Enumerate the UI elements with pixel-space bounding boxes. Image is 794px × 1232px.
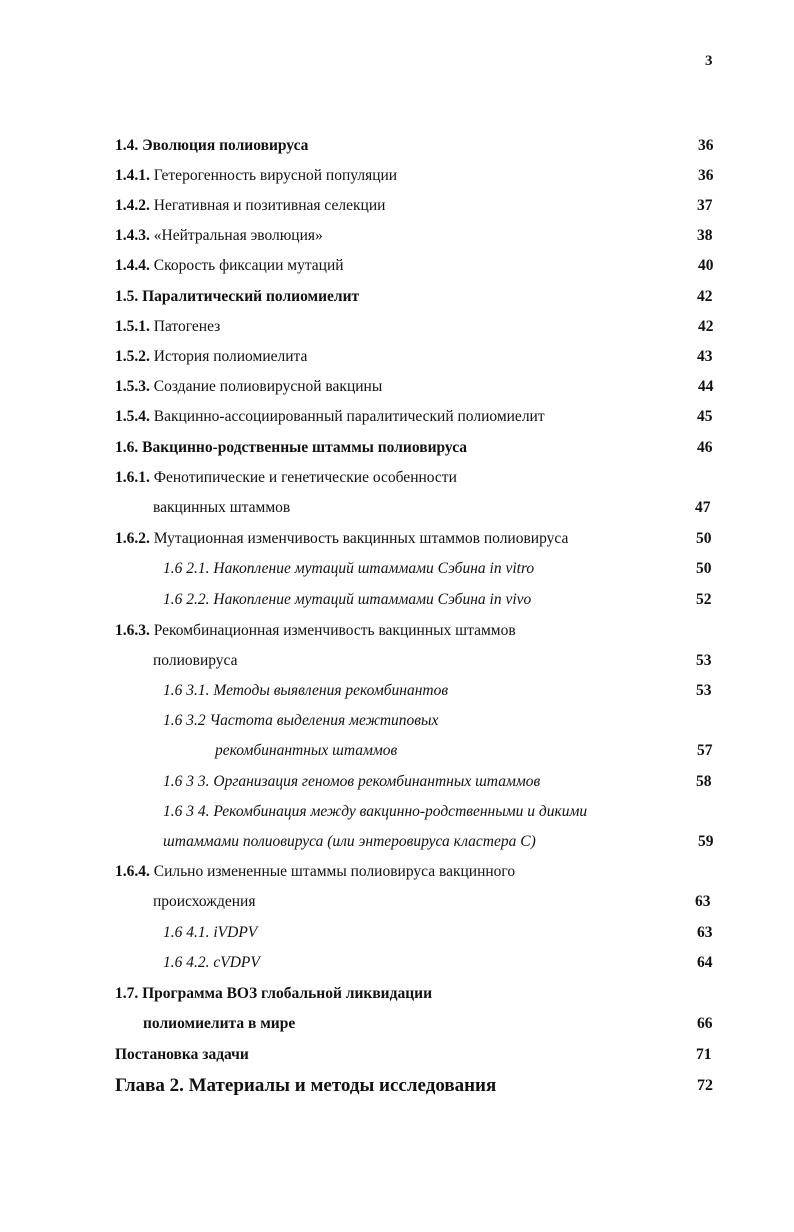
toc-entry-text xyxy=(153,890,255,914)
section-number: 1.5.1. xyxy=(115,318,150,335)
section-title: рекомбинантных штаммов xyxy=(215,742,398,759)
toc-entry xyxy=(0,951,794,975)
toc-entry-text xyxy=(115,315,220,339)
toc-page-number: 38 xyxy=(697,227,713,244)
toc-entry-text xyxy=(115,466,457,490)
toc-entry xyxy=(0,830,794,854)
section-title: Вакцинно-ассоциированный паралитический полиомиелит xyxy=(153,408,545,425)
toc-page-number: 58 xyxy=(696,773,712,790)
section-title: Сильно измененные штаммы полиовируса вакцинного xyxy=(153,863,516,880)
section-title: Глава 2. Материалы и методы исследования xyxy=(115,1075,497,1096)
toc-entry-text xyxy=(115,1074,496,1098)
toc-entry-text xyxy=(115,194,385,218)
toc-entry xyxy=(0,194,794,218)
toc-entry-text xyxy=(115,224,323,248)
toc-entry-text xyxy=(115,375,382,399)
toc-page-number: 42 xyxy=(698,318,714,335)
toc-entry xyxy=(0,527,794,551)
section-number: 1.5.3. xyxy=(115,378,150,395)
section-title: 1.6 3 4. Рекомбинация между вакцинно-родственными и дикими xyxy=(163,803,588,820)
section-title: полиовируса xyxy=(153,652,238,669)
section-title: Эволюция полиовируса xyxy=(142,137,309,154)
toc-entry xyxy=(0,375,794,399)
section-title: 1.6 2.2. Накопление мутаций штаммами Сэбина in vivo xyxy=(163,591,532,608)
section-title: Гетерогенность вирусной популяции xyxy=(153,167,398,184)
section-number: 1.6.1. xyxy=(115,469,150,486)
toc-page-number: 63 xyxy=(697,924,713,941)
section-title: 1.6 4.2. cVDPV xyxy=(163,954,260,971)
toc-page-number: 36 xyxy=(698,167,714,184)
toc-entry-text xyxy=(153,649,237,673)
section-number: 1.5.2. xyxy=(115,348,150,365)
section-title: Рекомбинационная изменчивость вакцинных штаммов xyxy=(153,622,516,639)
section-title: Программа ВОЗ глобальной ликвидации xyxy=(142,985,433,1002)
toc-entry-text xyxy=(163,557,534,581)
section-number: 1.6.3. xyxy=(115,622,150,639)
toc-entry-text xyxy=(115,982,432,1006)
toc-page-number: 46 xyxy=(697,439,713,456)
toc-page-number: 53 xyxy=(696,652,712,669)
toc-page-number: 71 xyxy=(696,1046,712,1063)
toc-entry xyxy=(0,315,794,339)
toc-entry xyxy=(0,557,794,581)
toc-page-number: 44 xyxy=(698,378,714,395)
toc-entry xyxy=(0,285,794,309)
toc-page-number: 57 xyxy=(697,742,713,759)
section-number: 1.6.2. xyxy=(115,530,150,547)
section-number: 1.6. xyxy=(115,439,139,456)
section-number: 1.4. xyxy=(115,137,139,154)
toc-entry-text xyxy=(115,345,307,369)
section-number: 1.7. xyxy=(115,985,139,1002)
section-title: происхождения xyxy=(153,893,256,910)
toc-page-number: 53 xyxy=(696,682,712,699)
toc-entry-text xyxy=(163,770,540,794)
section-title: Патогенез xyxy=(153,318,221,335)
section-title: «Нейтральная эволюция» xyxy=(153,227,323,244)
section-number: 1.4.4. xyxy=(115,257,150,274)
toc-entry-text xyxy=(115,254,344,278)
section-number: 1.5.4. xyxy=(115,408,150,425)
toc-entry-text xyxy=(115,1043,249,1067)
toc-entry xyxy=(0,254,794,278)
toc-entry-text xyxy=(163,709,438,733)
toc-entry xyxy=(0,921,794,945)
section-title: Вакцинно-родственные штаммы полиовируса xyxy=(142,439,468,456)
toc-page-number: 52 xyxy=(696,591,712,608)
section-title: Негативная и позитивная селекции xyxy=(153,197,386,214)
section-title: штаммами полиовируса (или энтеровируса кластера С) xyxy=(163,833,536,850)
toc-entry-text xyxy=(115,134,308,158)
section-title: 1.6 3.1. Методы выявления рекомбинантов xyxy=(163,682,449,699)
toc-entry-text xyxy=(163,800,587,824)
toc-entry-text xyxy=(143,1012,295,1036)
toc-entry xyxy=(0,890,794,914)
section-number: 1.4.1. xyxy=(115,167,150,184)
toc-entry xyxy=(0,770,794,794)
toc-entry xyxy=(0,800,794,824)
toc-page-number: 37 xyxy=(697,197,713,214)
toc-page-number: 40 xyxy=(698,257,714,274)
toc-page-number: 72 xyxy=(697,1077,713,1094)
toc-entry xyxy=(0,709,794,733)
toc-entry-text xyxy=(153,496,290,520)
section-title: История полиомиелита xyxy=(153,348,308,365)
section-number: 1.5. xyxy=(115,288,139,305)
toc-entry xyxy=(0,982,794,1006)
section-title: 1.6 3 3. Организация геномов рекомбинантных штаммов xyxy=(163,773,541,790)
toc-entry xyxy=(0,739,794,763)
toc-entry xyxy=(0,224,794,248)
toc-entry-text xyxy=(163,588,531,612)
section-number: 1.6.4. xyxy=(115,863,150,880)
toc-page-number: 64 xyxy=(697,954,713,971)
toc-entry xyxy=(0,649,794,673)
toc-entry xyxy=(0,619,794,643)
toc-entry-text xyxy=(163,921,257,945)
section-title: полиомиелита в мире xyxy=(143,1015,296,1032)
toc-page-number: 50 xyxy=(696,530,712,547)
toc-entry-text xyxy=(115,619,516,643)
toc-page-number: 36 xyxy=(698,137,714,154)
section-title: Скорость фиксации мутаций xyxy=(153,257,344,274)
toc-entry xyxy=(0,860,794,884)
section-title: Фенотипические и генетические особенности xyxy=(153,469,457,486)
toc-page-number: 66 xyxy=(697,1015,713,1032)
toc-page-number: 63 xyxy=(695,893,711,910)
toc-entry xyxy=(0,679,794,703)
toc-entry xyxy=(0,1043,794,1067)
toc-entry xyxy=(0,1074,794,1098)
toc-entry xyxy=(0,588,794,612)
toc-entry-text xyxy=(115,285,359,309)
toc-entry xyxy=(0,164,794,188)
section-title: Создание полиовирусной вакцины xyxy=(153,378,383,395)
toc-page-number: 59 xyxy=(698,833,714,850)
toc-entry-text xyxy=(163,951,260,975)
section-title: 1.6 2.1. Накопление мутаций штаммами Сэбина in vitro xyxy=(163,560,535,577)
section-number: 1.4.3. xyxy=(115,227,150,244)
toc-page-number: 50 xyxy=(696,560,712,577)
toc-entry xyxy=(0,134,794,158)
section-title: Мутационная изменчивость вакцинных штаммов полиовируса xyxy=(153,530,569,547)
section-title: Паралитический полиомиелит xyxy=(142,288,360,305)
toc-entry xyxy=(0,405,794,429)
toc-entry-text xyxy=(115,860,515,884)
toc-page-number: 47 xyxy=(695,499,711,516)
toc-entry xyxy=(0,1012,794,1036)
toc-entry-text xyxy=(115,436,467,460)
toc-page-number: 43 xyxy=(697,348,713,365)
toc-entry xyxy=(0,466,794,490)
section-title: 1.6 3.2 Частота выделения межтиповых xyxy=(163,712,439,729)
toc-entry-text xyxy=(215,739,397,763)
toc-entry-text xyxy=(115,164,397,188)
toc-page-number: 45 xyxy=(697,408,713,425)
toc-entry xyxy=(0,345,794,369)
toc-entry xyxy=(0,436,794,460)
toc-entry-text xyxy=(115,527,568,551)
toc-entry-text xyxy=(115,405,545,429)
page-number: 3 xyxy=(705,53,713,69)
section-title: Постановка задачи xyxy=(115,1046,249,1063)
section-title: вакцинных штаммов xyxy=(153,499,291,516)
toc-entry xyxy=(0,496,794,520)
toc-page-number: 42 xyxy=(697,288,713,305)
toc-entry-text xyxy=(163,679,448,703)
toc-entry-text xyxy=(163,830,536,854)
section-number: 1.4.2. xyxy=(115,197,150,214)
section-title: 1.6 4.1. iVDPV xyxy=(163,924,258,941)
